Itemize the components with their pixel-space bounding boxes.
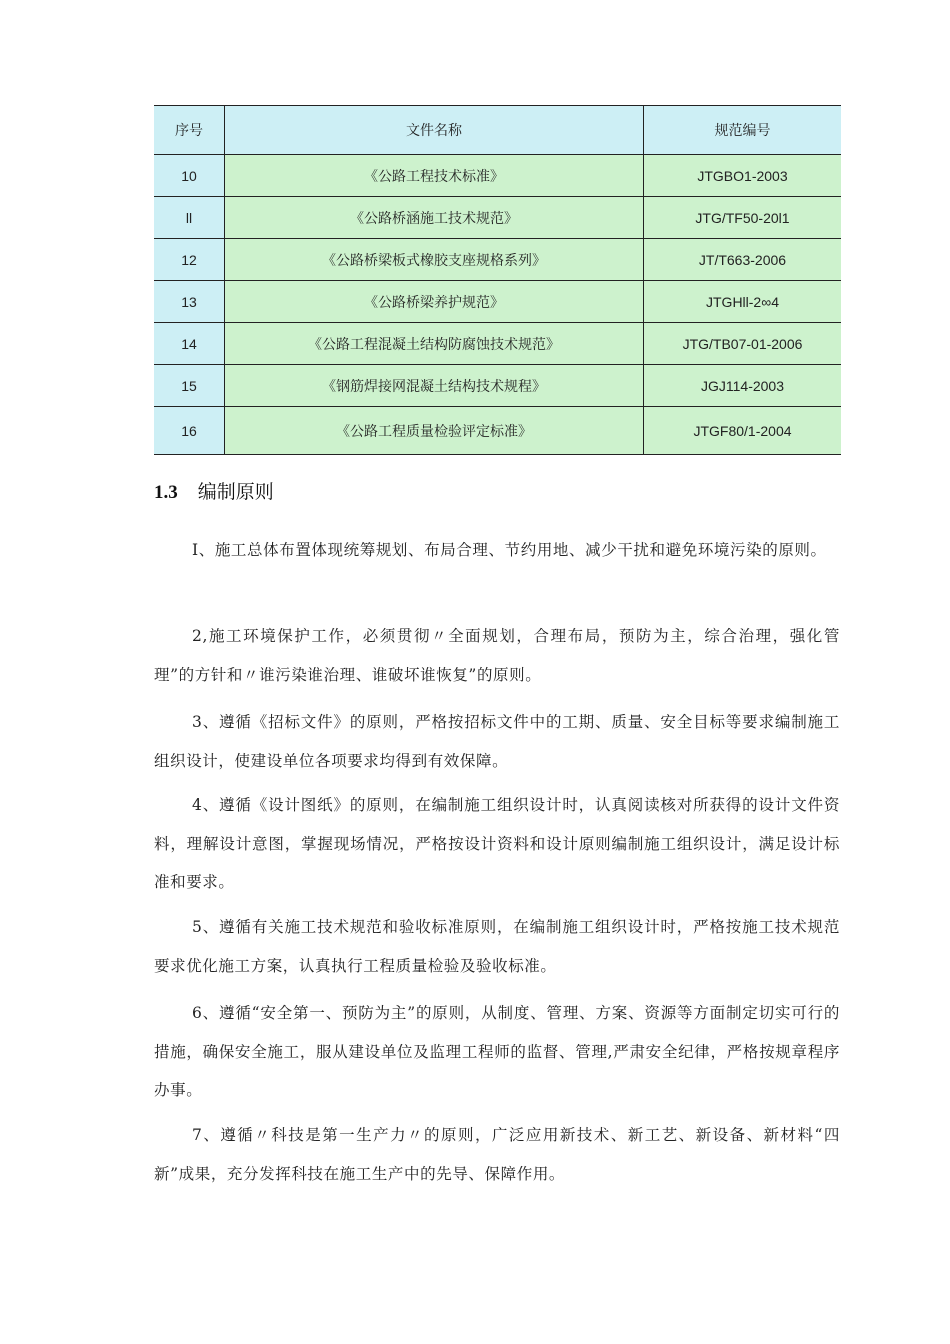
row-number: ll <box>154 197 225 239</box>
section-number: 1.3 <box>154 482 178 503</box>
table-header-row <box>154 106 841 155</box>
principle-paragraph-7: 7、遵循〃科技是第一生产力〃的原则，广泛应用新技术、新工艺、新设备、新材料“四新”成果，充分发挥科技在施工生产中的先导、保障作用。 <box>154 1126 840 1183</box>
row-standard-code: JTGHll-2∞4 <box>644 281 842 323</box>
header-document-name: 文件名称 <box>225 106 644 155</box>
row-number: 16 <box>154 407 225 455</box>
principle-paragraph-2: 2,施工环境保护工作，必须贯彻〃全面规划，合理布局，预防为主，综合治理，强化管理”的方针和〃谁污染谁治理、谁破坏谁恢复”的原则。 <box>154 627 840 684</box>
table-row <box>154 197 841 239</box>
row-standard-code: JTGBO1-2003 <box>644 155 842 197</box>
table-row <box>154 281 841 323</box>
row-document-name: 《公路桥梁养护规范》 <box>225 281 644 323</box>
row-standard-code: JT/T663-2006 <box>644 239 842 281</box>
principle-paragraph-4: 4、遵循《设计图纸》的原则，在编制施工组织设计时，认真阅读核对所获得的设计文件资料，理解设计意图，掌握现场情况，严格按设计资料和设计原则编制施工组织设计，满足设计标准和要求。 <box>154 796 840 891</box>
row-standard-code: JTG/TF50-20l1 <box>644 197 842 239</box>
row-number: 14 <box>154 323 225 365</box>
row-standard-code: JTGF80/1-2004 <box>644 407 842 455</box>
row-document-name: 《公路工程混凝土结构防腐蚀技术规范》 <box>225 323 644 365</box>
principle-paragraph-6: 6、遵循“安全第一、预防为主”的原则，从制度、管理、方案、资源等方面制定切实可行的措施，确保安全施工，服从建设单位及监理工程师的监督、管理,严肃安全纪律，严格按规章程序办事。 <box>154 1004 840 1099</box>
row-standard-code: JGJ114-2003 <box>644 365 842 407</box>
header-serial-number: 序号 <box>154 106 225 155</box>
header-standard-code: 规范编号 <box>644 106 842 155</box>
row-number: 10 <box>154 155 225 197</box>
principle-paragraph-5: 5、遵循有关施工技术规范和验收标准原则，在编制施工组织设计时，严格按施工技术规范要求优化施工方案，认真执行工程质量检验及验收标准。 <box>154 918 840 975</box>
table-row <box>154 323 841 365</box>
table-row <box>154 365 841 407</box>
row-standard-code: JTG/TB07-01-2006 <box>644 323 842 365</box>
row-number: 12 <box>154 239 225 281</box>
row-document-name: 《公路工程技术标准》 <box>225 155 644 197</box>
row-number: 15 <box>154 365 225 407</box>
section-title: 编制原则 <box>197 482 274 503</box>
row-document-name: 《公路桥涵施工技术规范》 <box>225 197 644 239</box>
standards-table <box>154 105 841 455</box>
row-document-name: 《公路桥梁板式橡胶支座规格系列》 <box>225 239 644 281</box>
table-row <box>154 155 841 197</box>
principle-paragraph-1: I、施工总体布置体现统筹规划、布局合理、节约用地、减少干扰和避免环境污染的原则。 <box>192 541 827 559</box>
principle-paragraph-3: 3、遵循《招标文件》的原则，严格按招标文件中的工期、质量、安全目标等要求编制施工组织设计，使建设单位各项要求均得到有效保障。 <box>154 713 840 770</box>
section-heading <box>154 478 274 508</box>
table-row <box>154 239 841 281</box>
table-row <box>154 407 841 455</box>
row-document-name: 《公路工程质量检验评定标准》 <box>225 407 644 455</box>
row-document-name: 《钢筋焊接网混凝土结构技术规程》 <box>225 365 644 407</box>
row-number: 13 <box>154 281 225 323</box>
